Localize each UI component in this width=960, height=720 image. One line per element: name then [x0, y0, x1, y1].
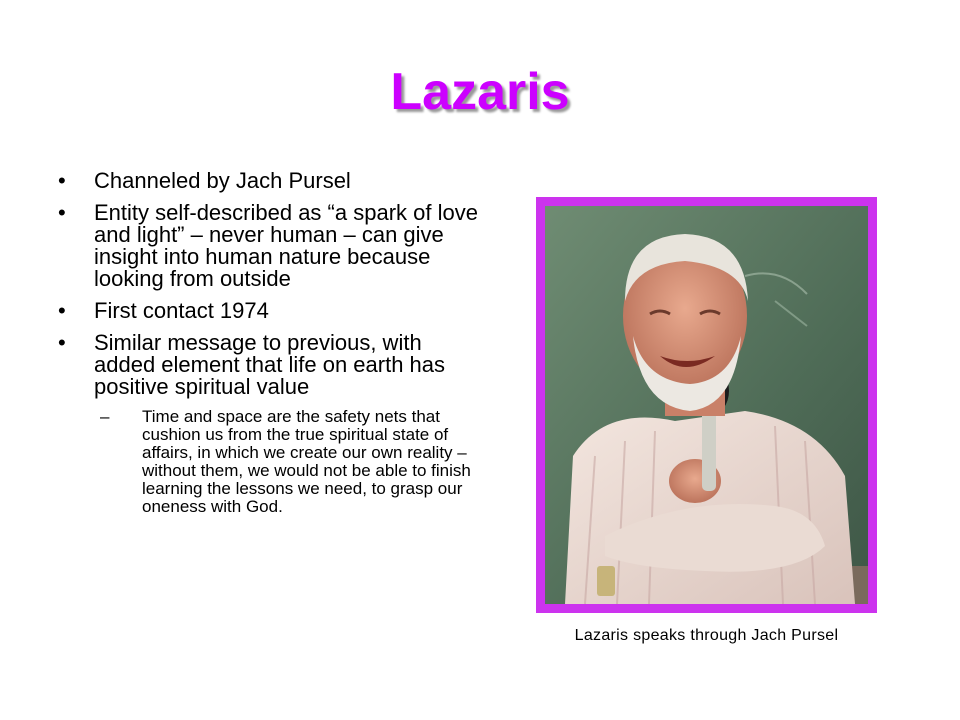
sub-bullet-item	[100, 408, 478, 516]
bullet-list	[58, 170, 478, 526]
bullet-text: Entity self-described as “a spark of love and light” – never human – can give insight into human nature because looking from outside	[94, 200, 478, 291]
sub-bullet-list	[94, 408, 478, 516]
bullet-item	[58, 202, 478, 290]
bullet-item	[58, 300, 478, 322]
sub-bullet-marker: –	[100, 407, 110, 426]
photo-jach-pursel	[545, 206, 868, 604]
sub-bullet-text: Time and space are the safety nets that cushion us from the true spiritual state of affairs, in which we create our own reality – without them, we would not be able to finish learning the lessons we need, to grasp our oneness with God.	[142, 407, 471, 516]
photo-frame	[536, 197, 877, 613]
slide-title: Lazaris	[390, 63, 570, 121]
bullet-text: Similar message to previous, with added element that life on earth has positive spiritual value	[94, 330, 446, 399]
bullet-marker: •	[58, 200, 66, 225]
bullet-item	[58, 170, 478, 192]
bullet-marker: •	[58, 168, 66, 193]
bullet-marker: •	[58, 298, 66, 323]
bullet-text: First contact 1974	[94, 298, 269, 323]
photo-caption: Lazaris speaks through Jach Pursel	[574, 627, 839, 644]
bullet-item	[58, 332, 478, 516]
bullet-text: Channeled by Jach Pursel	[94, 168, 351, 193]
portrait-illustration	[545, 206, 868, 604]
bullet-marker: •	[58, 330, 66, 355]
